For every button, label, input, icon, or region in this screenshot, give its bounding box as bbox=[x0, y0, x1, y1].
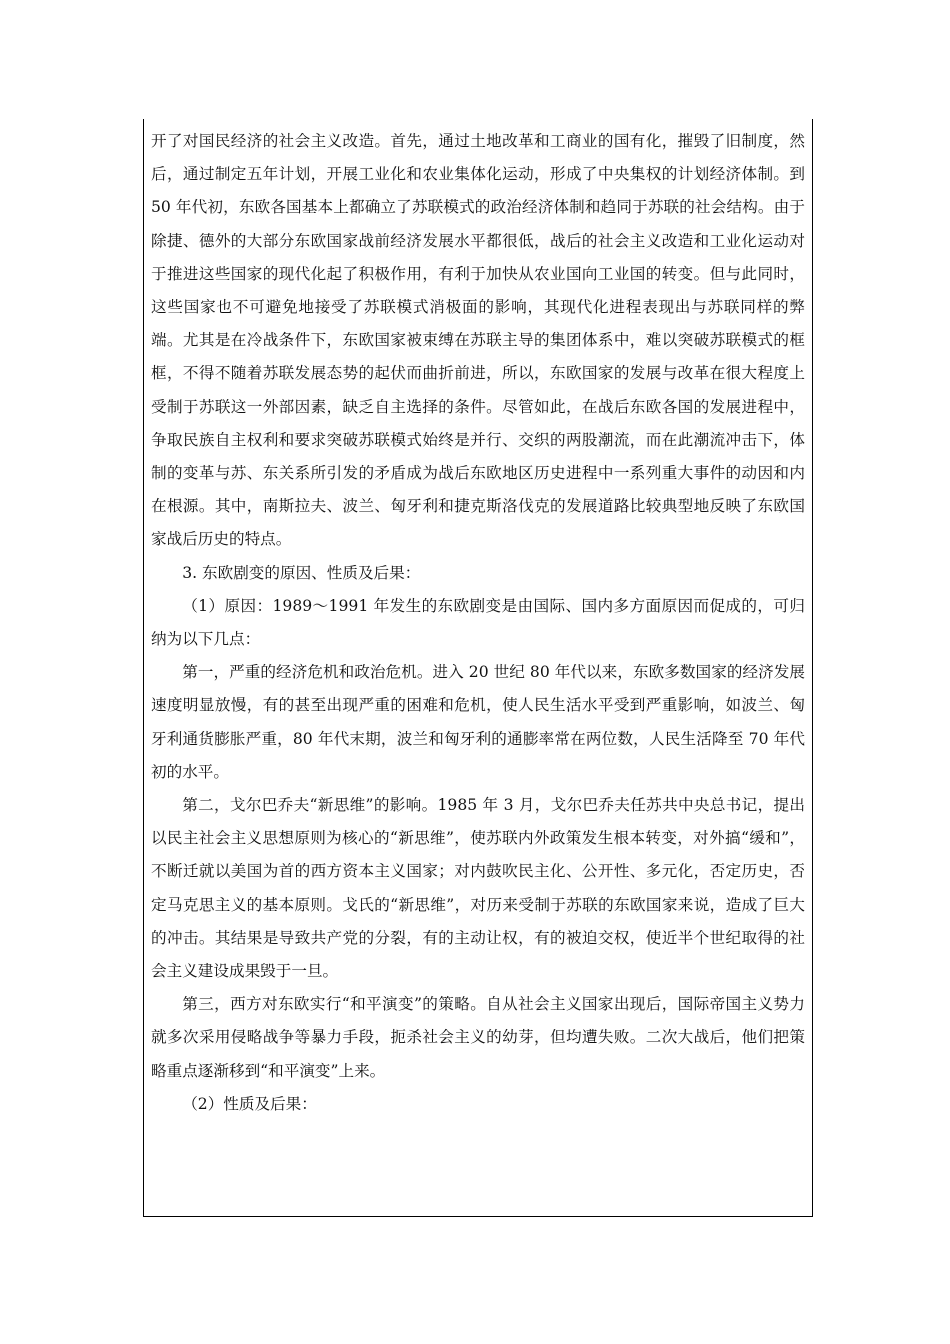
paragraph-causes-intro: （1）原因：1989～1991 年发生的东欧剧变是由国际、国内多方面原因而促成的，可归纳为以下几点： bbox=[151, 596, 805, 649]
document-body bbox=[151, 125, 805, 1121]
paragraph-socialist-transformation: 开了对国民经济的社会主义改造。首先，通过土地改革和工商业的国有化，摧毁了旧制度，然后，通过制定五年计划，开展工业化和农业集体化运动，形成了中央集权的计划经济体制。到 50 年代初，东欧各国基本上都确立了苏联模式的政治经济体制和趋同于苏联的社会结构。由于除捷、德外的大部分东欧国家战前经济发展水平都很低，战后的社会主义改造和工业化运动对于推进这些国家的现代化起了积极作用，有利于加快从农业国向工业国的转变。但与此同时，这些国家也不可避免地接受了苏联模式消极面的影响，其现代化进程表现出与苏联同样的弊端。尤其是在冷战条件下，东欧国家被束缚在苏联主导的集团体系中，难以突破苏联模式的框框，不得不随着苏联发展态势的起伏而曲折前进，所以，东欧国家的发展与改革在很大程度上受制于苏联这一外部因素，缺乏自主选择的条件。尽管如此，在战后东欧各国的发展进程中，争取民族自主权利和要求突破苏联模式始终是并行、交织的两股潮流，而在此潮流冲击下，体制的变革与苏、东关系所引发的矛盾成为战后东欧地区历史进程中一系列重大事件的动因和内在根源。其中，南斯拉夫、波兰、匈牙利和捷克斯洛伐克的发展道路比较典型地反映了东欧国家战后历史的特点。 bbox=[151, 132, 805, 549]
paragraph-cause-new-thinking: 第二，戈尔巴乔夫“新思维”的影响。1985 年 3 月，戈尔巴乔夫任苏共中央总书记，提出以民主社会主义思想原则为核心的“新思维”，使苏联内外政策发生根本转变，对外搞“缓和”，不断迁就以美国为首的西方资本主义国家；对内鼓吹民主化、公开性、多元化，否定历史，否定马克思主义的基本原则。戈氏的“新思维”，对历来受制于苏联的东欧国家来说，造成了巨大的冲击。其结果是导致共产党的分裂，有的主动让权，有的被迫交权，使近半个世纪取得的社会主义建设成果毁于一旦。 bbox=[151, 796, 805, 981]
section-heading-upheaval: 3. 东欧剧变的原因、性质及后果： bbox=[182, 563, 421, 582]
subheading-nature-consequences: （2）性质及后果： bbox=[182, 1094, 317, 1113]
paragraph-cause-peaceful-evolution: 第三，西方对东欧实行“和平演变”的策略。自从社会主义国家出现后，国际帝国主义势力就多次采用侵略战争等暴力手段，扼杀社会主义的幼芽，但均遭失败。二次大战后，他们把策略重点逐渐移到“和平演变”上来。 bbox=[151, 995, 805, 1080]
paragraph-cause-economic-crisis: 第一，严重的经济危机和政治危机。进入 20 世纪 80 年代以来，东欧多数国家的经济发展速度明显放慢，有的甚至出现严重的困难和危机，使人民生活水平受到严重影响，如波兰、匈牙利通货膨胀严重，80 年代末期，波兰和匈牙利的通膨率常在两位数，人民生活降至 70 年代初的水平。 bbox=[151, 663, 805, 781]
